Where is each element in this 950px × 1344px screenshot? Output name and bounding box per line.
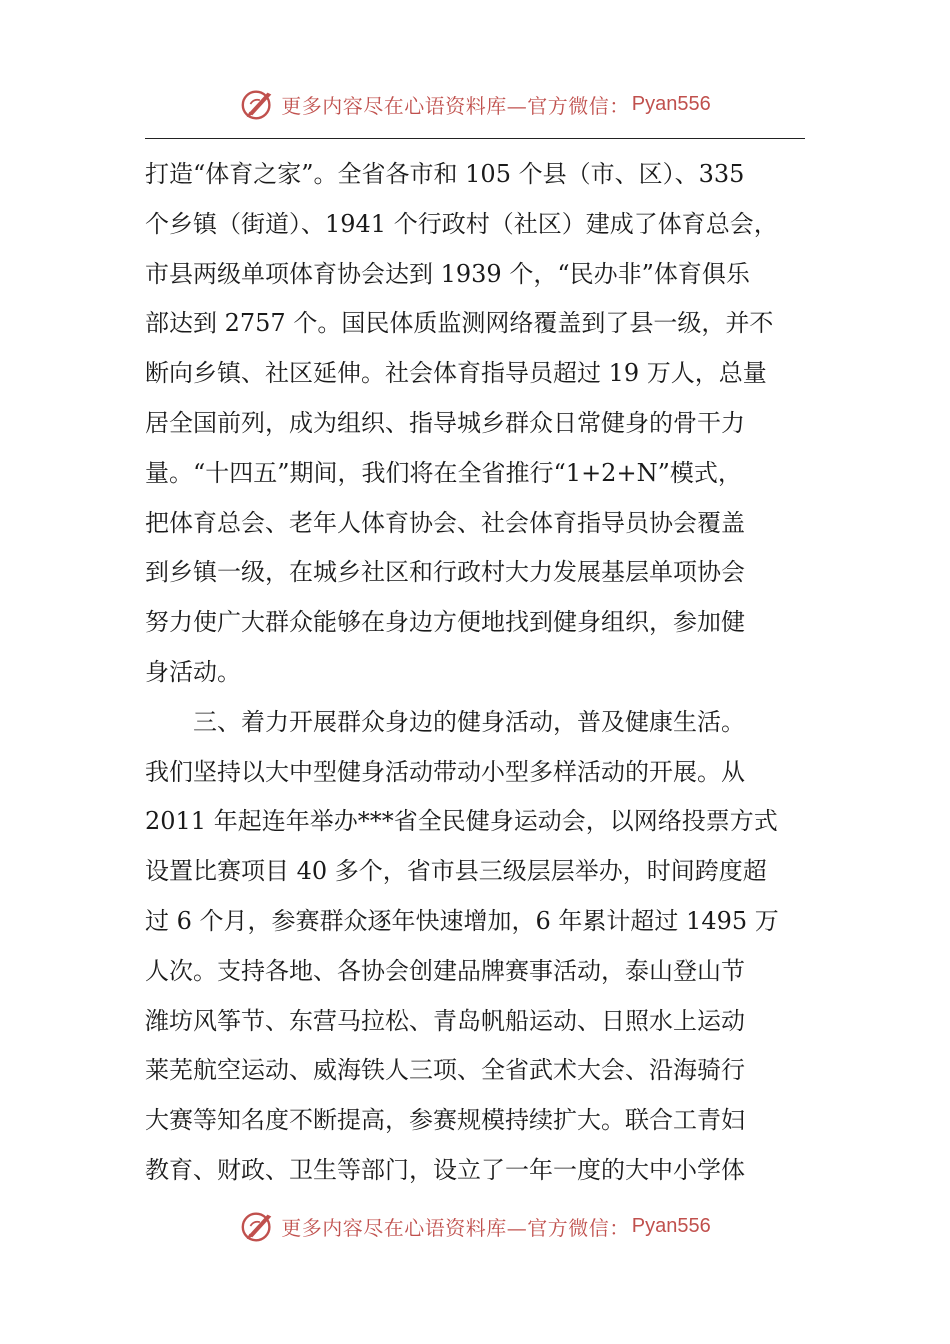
text-line: 居全国前列，成为组织、指导城乡群众日常健身的骨干力 — [145, 408, 745, 437]
text-line: 过 6 个月，参赛群众逐年快速增加，6 年累计超过 1495 万 — [145, 906, 779, 935]
text-line: 莱芜航空运动、威海铁人三项、全省武术大会、沿海骑行 — [145, 1056, 745, 1085]
header-banner — [0, 84, 950, 124]
section-heading: 三、着力开展群众身边的健身活动，普及健康生活。 — [193, 707, 745, 736]
text-line: 身活动。 — [145, 657, 241, 686]
text-line: 设置比赛项目 40 多个，省市县三级层层举办，时间跨度超 — [145, 857, 767, 886]
text-line: 努力使广大群众能够在身边方便地找到健身组织，参加健 — [145, 608, 745, 637]
text-line: 2011 年起连年举办***省全民健身运动会，以网络投票方式 — [145, 807, 778, 836]
text-line: 量。“十四五”期间，我们将在全省推行“1+2+N”模式， — [145, 458, 742, 487]
wechat-id: Pyan556 — [631, 92, 711, 115]
text-line: 部达到 2757 个。国民体质监测网络覆盖到了县一级，并不 — [145, 309, 774, 338]
text-line: 我们坚持以大中型健身活动带动小型多样活动的开展。从 — [145, 757, 745, 786]
document-body — [145, 150, 817, 1196]
pen-logo-icon — [239, 1207, 277, 1245]
text-line: 个乡镇（街道）、1941 个行政村（社区）建成了体育总会， — [145, 209, 778, 238]
text-line: 把体育总会、老年人体育协会、社会体育指导员协会覆盖 — [145, 508, 745, 537]
text-line: 教育、财政、卫生等部门，设立了一年一度的大中小学体 — [145, 1155, 745, 1184]
text-line: 到乡镇一级，在城乡社区和行政村大力发展基层单项协会 — [145, 558, 745, 587]
header-divider — [145, 138, 805, 139]
text-line: 潍坊风筝节、东营马拉松、青岛帆船运动、日照水上运动 — [145, 1006, 745, 1035]
banner-text: 更多内容尽在心语资料库—官方微信： — [281, 93, 630, 118]
footer-banner — [0, 1206, 950, 1246]
pen-logo-icon — [239, 85, 277, 123]
text-line: 断向乡镇、社区延伸。社会体育指导员超过 19 万人，总量 — [145, 359, 767, 388]
text-line: 大赛等知名度不断提高，参赛规模持续扩大。联合工青妇 — [145, 1106, 745, 1135]
text-line: 打造“体育之家”。全省各市和 105 个县（市、区）、335 — [145, 160, 745, 188]
text-line: 市县两级单项体育协会达到 1939 个，“民办非”体育俱乐 — [145, 259, 750, 288]
footer-wechat-id: Pyan556 — [631, 1214, 711, 1237]
text-line: 人次。支持各地、各协会创建品牌赛事活动，泰山登山节 — [145, 956, 745, 985]
footer-banner-text: 更多内容尽在心语资料库—官方微信： — [281, 1215, 630, 1240]
